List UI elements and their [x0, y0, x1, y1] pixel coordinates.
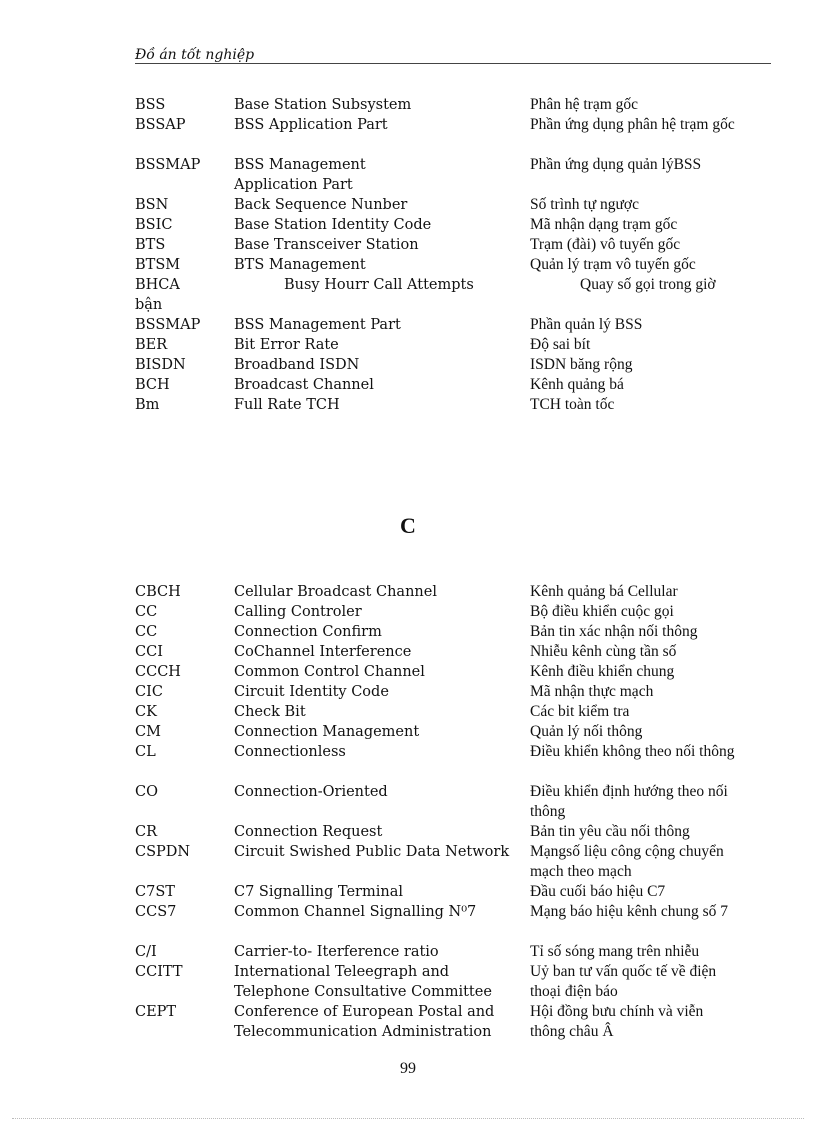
meaning: Kênh quảng bá Cellular: [530, 583, 678, 600]
meaning: Hội đồng bưu chính và viễn thông châu Â: [530, 1003, 704, 1040]
table-row: [135, 642, 755, 662]
table-row: [135, 602, 755, 622]
table-row: [135, 822, 755, 842]
table-row: [135, 255, 755, 275]
meaning: Phần quản lý BSS: [530, 316, 643, 333]
term: Circuit Identity Code: [234, 684, 389, 700]
term: Check Bit: [234, 704, 306, 720]
table-row: [135, 962, 755, 1002]
table-row: [135, 275, 755, 295]
term: Connection Management: [234, 724, 420, 740]
term: BTS Management: [234, 257, 366, 273]
term: Common Channel Signalling N⁰7: [234, 904, 477, 920]
term: BSS Management Part: [234, 317, 401, 333]
meaning: Mạngsố liệu công cộng chuyển mạch theo mạch: [530, 843, 724, 880]
term: Bit Error Rate: [234, 337, 339, 353]
table-row: [135, 335, 755, 355]
term: Cellular Broadcast Channel: [234, 584, 437, 600]
abbr-continuation: bận: [135, 297, 163, 313]
table-row: [135, 95, 755, 115]
term: Back Sequence Nunber: [234, 197, 408, 213]
table-row: [135, 742, 755, 782]
page-bottom-border: [12, 1118, 804, 1119]
abbr: CBCH: [135, 584, 181, 600]
table-row: [135, 375, 755, 395]
abbr: BSSAP: [135, 117, 186, 133]
abbr: BSS: [135, 97, 166, 113]
term: Connection-Oriented: [234, 784, 388, 800]
abbr: BHCA: [135, 277, 180, 293]
abbr: CCI: [135, 644, 163, 660]
meaning: Đầu cuối báo hiệu C7: [530, 883, 666, 900]
term: Base Station Subsystem: [234, 97, 412, 113]
term: Connection Confirm: [234, 624, 382, 640]
meaning: Điều khiển không theo nối thông: [530, 743, 735, 760]
table-row: [135, 295, 755, 315]
term: Full Rate TCH: [234, 397, 340, 413]
term: CoChannel Interference: [234, 644, 412, 660]
abbr: CO: [135, 784, 158, 800]
table-row: [135, 842, 755, 882]
abbr: C7ST: [135, 884, 175, 900]
term: Broadband ISDN: [234, 357, 360, 373]
term: Busy Hourr Call Attempts: [284, 277, 474, 293]
table-row: [135, 215, 755, 235]
glossary-b-table: [135, 95, 755, 415]
table-row: [135, 722, 755, 742]
meaning: Bản tin yêu cầu nối thông: [530, 823, 690, 840]
term: Broadcast Channel: [234, 377, 374, 393]
meaning: Uỷ ban tư vấn quốc tế về điện thoại điện báo: [530, 963, 717, 1000]
term: Connectionless: [234, 744, 346, 760]
meaning: Kênh quảng bá: [530, 376, 624, 393]
table-row: [135, 582, 755, 602]
table-row: [135, 355, 755, 375]
table-row: [135, 235, 755, 255]
term: Connection Request: [234, 824, 383, 840]
page-number: 99: [400, 1060, 416, 1077]
term: Base Station Identity Code: [234, 217, 432, 233]
term: Carrier-to- Iterference ratio: [234, 944, 439, 960]
term: Base Transceiver Station: [234, 237, 419, 253]
meaning: Độ sai bít: [530, 336, 591, 353]
meaning: Mã nhận thực mạch: [530, 683, 654, 700]
meaning: Quản lý trạm vô tuyến gốc: [530, 256, 696, 273]
table-row: [135, 782, 755, 822]
table-row: [135, 315, 755, 335]
meaning: Phần ứng dụng phân hệ trạm gốc: [530, 116, 735, 133]
abbr: C/I: [135, 944, 157, 960]
table-row: [135, 882, 755, 902]
abbr: CCS7: [135, 904, 177, 920]
abbr: CSPDN: [135, 844, 191, 860]
abbr: BTSM: [135, 257, 181, 273]
abbr: Bm: [135, 397, 160, 413]
page-header: Đồ án tốt nghiệp: [135, 47, 771, 64]
abbr: CIC: [135, 684, 163, 700]
glossary-c-table: [135, 582, 755, 1042]
abbr: BSN: [135, 197, 169, 213]
term: International Teleegraph and Telephone Consultative Committee: [234, 964, 492, 1000]
meaning: Nhiễu kênh cùng tần số: [530, 643, 677, 660]
abbr: CR: [135, 824, 158, 840]
abbr: CCCH: [135, 664, 181, 680]
table-row: [135, 902, 755, 942]
table-row: [135, 195, 755, 215]
meaning: TCH toàn tốc: [530, 396, 615, 413]
meaning: Số trình tự ngược: [530, 196, 639, 213]
meaning: Điều khiển định hướng theo nối thông: [530, 783, 728, 820]
meaning: Kênh điều khiển chung: [530, 663, 675, 680]
term: Calling Controler: [234, 604, 362, 620]
meaning: Quản lý nối thông: [530, 723, 643, 740]
term: BSS Application Part: [234, 117, 388, 133]
table-row: [135, 682, 755, 702]
meaning: Mạng báo hiệu kênh chung số 7: [530, 903, 729, 920]
term: Conference of European Postal and Telecommunication Administration: [234, 1004, 495, 1040]
abbr: CCITT: [135, 964, 183, 980]
abbr: BISDN: [135, 357, 186, 373]
meaning: Quay số gọi trong giờ: [580, 276, 716, 293]
table-row: [135, 395, 755, 415]
term: BSS Management Application Part: [234, 157, 366, 193]
meaning: Mã nhận dạng trạm gốc: [530, 216, 678, 233]
meaning: Phần ứng dụng quản lýBSS: [530, 156, 702, 173]
term: C7 Signalling Terminal: [234, 884, 403, 900]
meaning: Bản tin xác nhận nối thông: [530, 623, 698, 640]
abbr: CEPT: [135, 1004, 177, 1020]
abbr: BSSMAP: [135, 317, 201, 333]
term: Common Control Channel: [234, 664, 425, 680]
abbr: CM: [135, 724, 161, 740]
table-row: [135, 702, 755, 722]
meaning: ISDN băng rộng: [530, 356, 633, 373]
table-row: [135, 942, 755, 962]
abbr: BSSMAP: [135, 157, 201, 173]
meaning: Phân hệ trạm gốc: [530, 96, 639, 113]
meaning: Trạm (đài) vô tuyến gốc: [530, 236, 681, 253]
table-row: [135, 1002, 755, 1042]
table-row: [135, 155, 755, 195]
table-row: [135, 622, 755, 642]
table-row: [135, 115, 755, 155]
abbr: CC: [135, 624, 158, 640]
abbr: CC: [135, 604, 158, 620]
abbr: CL: [135, 744, 156, 760]
abbr: CK: [135, 704, 157, 720]
abbr: BTS: [135, 237, 166, 253]
meaning: Bộ điều khiển cuộc gọi: [530, 603, 674, 620]
abbr: BSIC: [135, 217, 173, 233]
term: Circuit Swished Public Data Network: [234, 844, 510, 860]
section-heading: C: [400, 513, 416, 538]
meaning: Tỉ số sóng mang trên nhiễu: [530, 943, 700, 960]
abbr: BCH: [135, 377, 170, 393]
table-row: [135, 662, 755, 682]
abbr: BER: [135, 337, 168, 353]
meaning: Các bit kiểm tra: [530, 703, 630, 720]
